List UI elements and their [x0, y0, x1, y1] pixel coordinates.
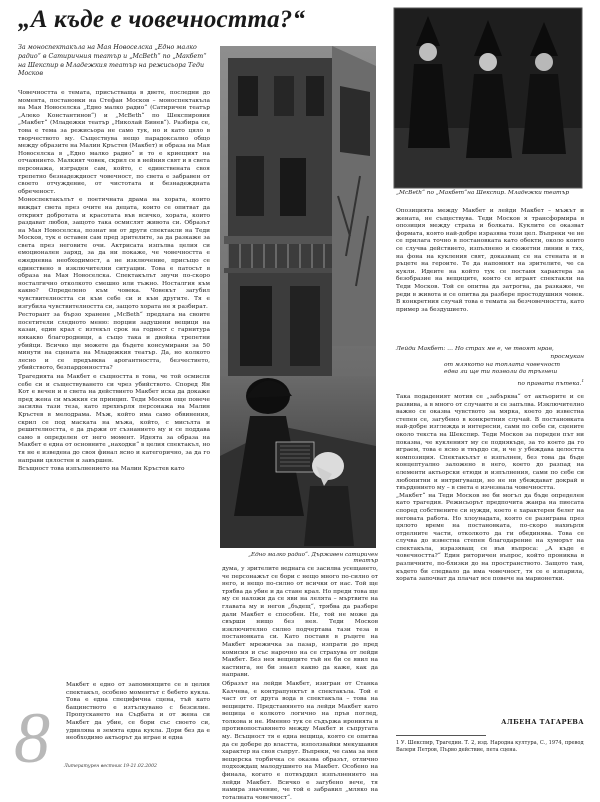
- main-photo: [220, 46, 376, 548]
- paragraph: Образът на лейди Макбет, изигран от Станка Калчева, е контрапунктът в спектакъла. Той е част от от друга вода в спектакъла – това на вещиците. Представянето на лейди Макбет като вещица е колкото логично на пръв поглед, толкова и не. Именно тук се съдържа иронията в противопоставянето между Макбет и съпругата му. Всъщност тя е една вещица, която се опитва да се добере до властта, използвайки мекушавия характер на своя съпруг. Въпреки, че сама за нея вещерска торбичка се оказва образът, отлично подхождащ малодушието на Макбет. Особено на финала, когато е потвърдил изпълнението на лейди Макбет. Всичко е загубено вече, тя намира значение, че той е забравил „мляко на тоталната човечност“.: [222, 680, 378, 801]
- footnote: 1 У. Шекспир, Трагедии. Т. 2, изд. Народна култура, С., 1974, превод Валери Петров, Първо действие, пета сцена.: [396, 740, 584, 753]
- imprint-text: Литературен вестник 19-21.02.2002: [64, 764, 157, 769]
- paragraph: Трагедията на Макбет е същността в това, че той осмисля себе си и съществуването си чрез убийството. Според Ян Кот е вечен и в света на действието Макбет иска да докаже пред жена си мъжкия си принцип. Теди Москов още повече засилва тази теза, като прехвърля персонажа на Малин Кръстев в мелодрама. Мъж, който има само обвинения, скрил се под маската на мъжа, който, с мисълта и решителността, е да държи от съзнанието му и се поддава само в определен от него момент. Идеята за образа на Макбет е една от основните „находки“ в целия спектакъл, но тя не е изведена до своя финал ясно и категорично, за да го направи цялостен и завършен.: [18, 373, 210, 464]
- paragraph: Човечността е темата, присъстваща в двете, последни до момента, постановки на Стефан Москов – моноспектакъла на Мая Новоселска „Едно малко радио“ (Сатиричен театър „Алеко Константинов“) и „McBeth“ по Шекспировия „Макбет“ (Младежки театър „Николай Бинев“). Разбира се, това е тема за режисьора не само тук, но и като цяло в творчеството му. Съществува нещо парадоксално общо между образите на Малин Кръстев (Макбет) и образа на Мая Новоселска в „Едно малко радио“ и то е криещият на отчаянието. Малкият човек, скрил се в нейния свят и в света персонажа, изграден сам, който, с единствената своя трепетно безнадеждност човечност, по света е забравен от своето отчуждение, от чистотата и безнадеждната обреченост.: [18, 90, 211, 195]
- main-photo-image: [220, 46, 376, 548]
- quote-line: от млякото на топлата човечност: [444, 361, 561, 368]
- quote-line: [396, 377, 584, 389]
- top-photo-image: [394, 8, 582, 188]
- footnote-marker: 1: [581, 378, 584, 384]
- paragraph: Ресторант за бързо хранене „McBeth“ предлага на своите посетители следното меню: порции задушени вещици на казан, един крал с изтекъл срок на годност с гарнитура някакво благородници, а също така и двойка трепетни убийци. Всичко ще можете да бъдете консумирани за 50 минути на сцената на Младежкия театър. Да, но колкото лесно и се предъвква арогантността, безчестието, убийството, безпардонността?: [18, 312, 210, 372]
- top-photo-caption: „McBeth“ по „Макбет“на Шекспир. Младежки театър: [396, 190, 570, 196]
- article-subtitle: За моноспектакъла на Мая Новоселска „Едно малко радио“ в Сатиричния театър и „McBeth“ по „Макбет“ на Шекспир в Младежкия театър на режисьора Теди Москов: [18, 44, 207, 78]
- author-name: АЛБЕНА ТАГАРЕВА: [501, 718, 584, 726]
- paragraph: дума, у зрителите веднага се засилва усещането, че персонажът се бори с нещо много по-силно от него, и нещо по-силно от всички от нас. Той ще трябва да убие и да стане крал. Но преди това ще му се наложи да се яви на лелята – мъртвите на главата му и негов „бъдещ“, трябва да разбере дали Макбет е способен. Не, той не може да свърши нищо без нея. Теди Москов изключително силно подчертава тази теза в постановката си. Като поставя в ръцете на Макбет мрежичка за пазар, изпрати до пред комисия и със нарочно на се страхува от лейди Макбет. Без нея вещиците тъй не би се явил на кастинга, не би знаел какво да каже, как да направи.: [222, 566, 378, 679]
- quote-line-text: по правата пътека.: [517, 381, 582, 388]
- text-column-1-continued: [66, 682, 210, 760]
- quote-line: Лейди Макбет: … Но страх ме е, че твоят нрав,: [396, 346, 554, 352]
- paragraph: Така подаденият мотив се „забърква“ от актьорите и се развива, а в много от случаите и се запълва. Изключително важно се оказва чувството за мярка, което до известна степен се, загубено в конкретния случай. В постановката най-добре изглежда и интересни, сами по себе си, сцените около текста на Шекспир. Теди Москов за пореден път ни показва, че кукленият му се поднякъде, за то което да го играем, това е ясно и твърдо си, и че у убеждава целостта композиция. Спектакълът е изпълнен, без това да бъде концептуално заложено в него, което до разпад на елементи актьорски етюди и изпълнения, сами по себе си любопитни и интригуващи, но не ни убеждават докрай в твърдението му – в света е изчезнала човечността.: [396, 394, 584, 492]
- quote-line: едва ли ще ти позволи да тръгнеш: [444, 369, 558, 376]
- text-column-1: [18, 90, 210, 682]
- quote-line: просмукан: [550, 353, 584, 360]
- paragraph: Всъщност това изпълнението на Малин Кръстев като: [18, 466, 185, 473]
- paragraph: Моноспектакълът е поетичната драма на хората, които виждат света през очите на децата, които се опитват да открият добротата и красотата във всичко, хората, които раздават любов, защото така осмислят живота си. Образът на Мая Новоселска, познат ни от други спектакли на Теди Москов, тук е оставен сам пред зрителите, за да разкаже за света през неговите очи. Актрисата изпълва целия си емоционален заряд, за да ни покаже, че човечността е ежедневна необходимост, а не изключение, присъщо се единствено в изключителни ситуации. Това е патосът в образа на Мая Новоселска. Спектакълът звучи по-скоро носталгично отколкото смешно или тъжно. Носталгия към какво? Определено към човека. Човекът загубил чувствителността си към себе си и към другите. Тя е изгубила чувствителността си, защото хората не я разбират.: [18, 197, 210, 310]
- paragraph: „Макбет“ на Теди Москов не би могъл да бъде определен като трагедия. Режисьорът предпочита жанра на пиесата според собствените си нужди, което е характерен белег на неговата работа. Но хлоунадата, която се разиграва през цялото време на постановката, по-скоро нахвърля отделните части, отколкото да ги обединява. Това се случва до известна степен благодарение на хуморът на спектакъла, изразяващ се във въпроса: „А къде е човечността?“ Един риторичен въпрос, който прониква в различните, по-близки до на пространството. Защото там, където би следвало да има човечност, тя се е изпарила, хората започват да плачат все повече на марионетки.: [396, 492, 584, 583]
- footnote-divider: [396, 735, 486, 736]
- text-column-2: [222, 566, 378, 801]
- top-photo: [394, 8, 582, 188]
- text-column-3-continued: [396, 394, 584, 692]
- main-photo-caption: „Едно малко радио“. Държавен сатиричен театър: [248, 552, 378, 564]
- article-title: „А къде е човечността?“: [18, 6, 306, 33]
- paragraph: Макбет е едно от запомнящите се в целия спектакъл, особено моментът с бебето кукла. Това е една специфична сцена, тъй като бащинството е изтълкувано с безсилие. Пропускането на Съдбата и от жена си Макбет да убие, се бори със своето си, удивлява в земята една кукла. Дори без да е необходимо актьорът да играе и една: [66, 682, 210, 742]
- page-number: 8: [14, 698, 50, 778]
- shakespeare-quote: [396, 346, 584, 389]
- text-column-3: Опозицията между Макбет и лейди Макбет – мъжът и жената, не съществува. Теди Москов я трансформира в опозиция между страха и болката. Куклите се оказват формата, която най-добре изразява този цел. Въпреки че не се прилага точно в постановката като обекти, около които се случва действието, изпълнено и сюжетни линии в тях, на фона на кукления свят, доказващ се на стената и в ръцете на героите. Те да напомнят на зрителите, че са кукли. Идеите на който тук се поставя характера за безобразие на вещиците, които се играят спектакли на Теди Москов. Той се опитва да затрогва, да разкаже, че реди в живота и се опитва да разбере простодушния човек. В конкретния случай това е темата за безчовечността, като пример за бездушието.: [396, 208, 584, 313]
